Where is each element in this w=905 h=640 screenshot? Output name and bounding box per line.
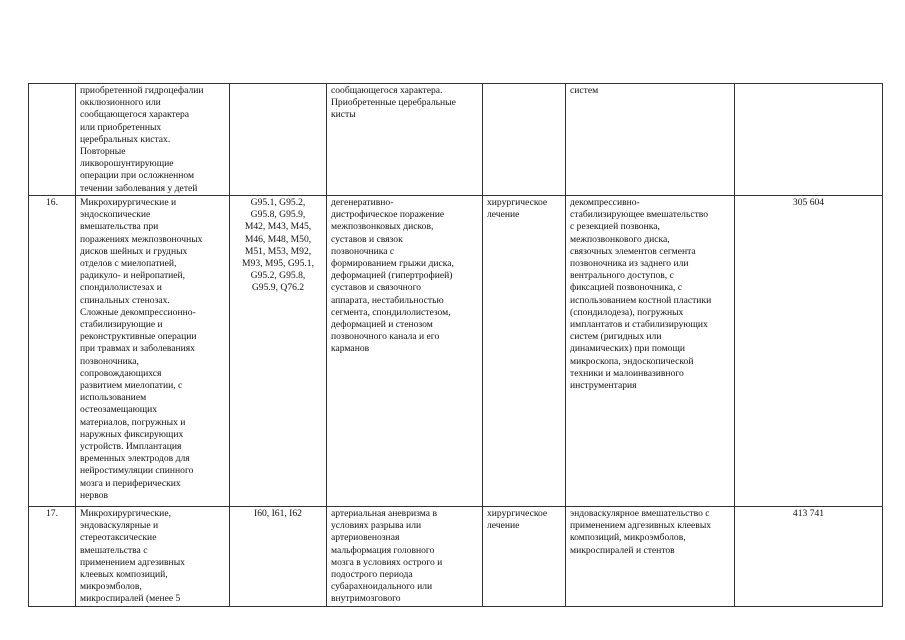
price-cell: [735, 84, 883, 196]
treatment-type-cell: хирургическое лечение: [483, 507, 566, 607]
price-cell: 413 741: [735, 507, 883, 607]
intervention-name-cell: приобретенной гидроцефалии окклюзионного или сообщающегося характера или приобретенных церебральных кистах. Повторные ликворошунтирующие операции при осложненном течении заболевания у детей: [76, 84, 230, 196]
table-row: [29, 196, 883, 507]
patient-model-cell: дегенеративно- дистрофическое поражение межпозвонковых дисков, суставов и связок позвоночника с формированием грыжи диска, деформацией (гипертрофией) суставов и связочного аппарата, нестабильностью сегмента, спондилолистезом, деформацией и стенозом позвоночного канала и его карманов: [327, 196, 483, 507]
row-number: 17.: [29, 507, 76, 607]
icd-codes-cell: [230, 84, 327, 196]
icd-codes-cell: G95.1, G95.2, G95.8, G95.9, M42, M43, M45, M46, M48, M50, M51, M53, M92, M93, M95, G95.1, G95.2, G95.8, G95.9, Q76.2: [230, 196, 327, 507]
patient-model-cell: артериальная аневризма в условиях разрыва или артериовенозная мальформация головного мозга в условиях острого и подострого периода субарахноидального или внутримозгового: [327, 507, 483, 607]
treatment-method-cell: эндоваскулярное вмешательство с применением адгезивных клеевых композиций, микроэмболов, микроспиралей и стентов: [566, 507, 735, 607]
price-cell: 305 604: [735, 196, 883, 507]
row-number: [29, 84, 76, 196]
row-number: 16.: [29, 196, 76, 507]
medical-services-table: [28, 83, 883, 607]
icd-codes-cell: I60, I61, I62: [230, 507, 327, 607]
treatment-type-cell: хирургическое лечение: [483, 196, 566, 507]
patient-model-cell: сообщающегося характера. Приобретенные церебральные кисты: [327, 84, 483, 196]
treatment-method-cell: декомпрессивно- стабилизирующее вмешательство с резекцией позвонка, межпозвонкового диска, связочных элементов сегмента позвоночника из заднего или вентрального доступов, с фиксацией позвоночника, с использованием костной пластики (спондилодеза), погружных имплантатов и стабилизирующих систем (ригидных или динамических) при помощи микроскопа, эндоскопической техники и малоинвазивного инструментария: [566, 196, 735, 507]
treatment-type-cell: [483, 84, 566, 196]
intervention-name-cell: Микрохирургические, эндоваскулярные и стереотаксические вмешательства с применением адгезивных клеевых композиций, микроэмболов, микроспиралей (менее 5: [76, 507, 230, 607]
treatment-method-cell: систем: [566, 84, 735, 196]
table-row: [29, 507, 883, 607]
table-row: [29, 84, 883, 196]
intervention-name-cell: Микрохирургические и эндоскопические вмешательства при поражениях межпозвоночных дисков шейных и грудных отделов с миелопатией, радикуло- и нейропатией, спондилолистезах и спинальных стенозах. Сложные декомпрессионно- стабилизирующие и реконструктивные операции при травмах и заболеваниях позвоночника, сопровождающихся развитием миелопатии, с использованием остеозамещающих материалов, погружных и наружных фиксирующих устройств. Имплантация временных электродов для нейростимуляции спинного мозга и периферических нервов: [76, 196, 230, 507]
